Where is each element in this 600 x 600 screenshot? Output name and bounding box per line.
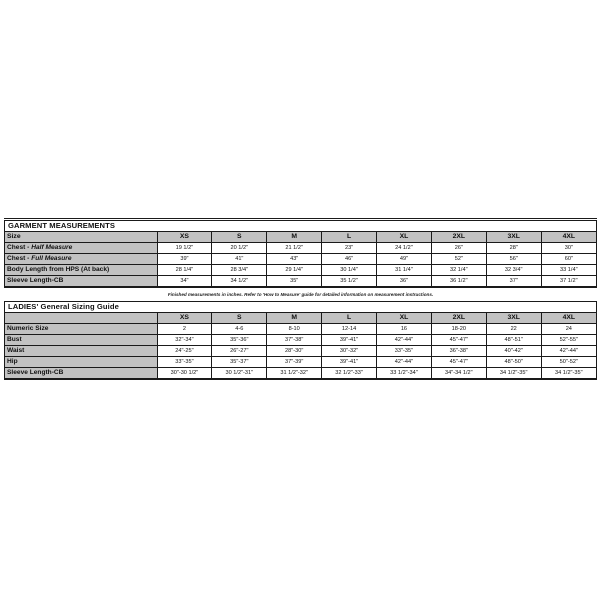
table-cell: 35 1/2" xyxy=(322,276,377,287)
row-label-text: Sleeve Length-CB xyxy=(7,277,64,284)
size-chart xyxy=(4,218,597,380)
table-cell: 20 1/2" xyxy=(212,243,267,254)
table-cell: 35"-37" xyxy=(212,357,267,368)
row-label: Bust xyxy=(5,335,157,346)
table-cell: 42"-44" xyxy=(541,346,596,357)
size-header-cell: 2XL xyxy=(431,232,486,243)
row-label: Sleeve Length-CB xyxy=(5,368,157,379)
ladies-size-header-row xyxy=(5,313,596,324)
table-cell: 41" xyxy=(212,254,267,265)
table-cell: 39" xyxy=(157,254,212,265)
table-cell: 48"-50" xyxy=(486,357,541,368)
table-row xyxy=(5,335,596,346)
size-header-cell: XL xyxy=(377,313,432,324)
size-header-cell: XS xyxy=(157,313,212,324)
table-cell: 18-20 xyxy=(431,324,486,335)
table-cell: 52" xyxy=(431,254,486,265)
row-label xyxy=(5,265,157,276)
table-cell: 28 3/4" xyxy=(212,265,267,276)
row-label-text: Chest - xyxy=(7,255,32,262)
size-header-cell: XL xyxy=(377,232,432,243)
measurement-note: Finished measurements in inches. Refer to 'How to Measure' guide for detailed information on measurement instructions. xyxy=(167,292,434,297)
table-cell: 33 1/2"-34" xyxy=(377,368,432,379)
table-cell: 26"-27" xyxy=(212,346,267,357)
row-label-text: Chest - xyxy=(7,244,32,251)
table-cell: 31 1/2"-32" xyxy=(267,368,322,379)
table-cell: 40"-42" xyxy=(486,346,541,357)
table-cell: 4-6 xyxy=(212,324,267,335)
table-row xyxy=(5,346,596,357)
row-label: Waist xyxy=(5,346,157,357)
table-cell: 32 1/2"-33" xyxy=(322,368,377,379)
size-header-label: Size xyxy=(5,232,157,243)
table-cell: 32"-34" xyxy=(157,335,212,346)
row-label: Hip xyxy=(5,357,157,368)
table-cell: 31 1/4" xyxy=(377,265,432,276)
table-cell: 30"-30 1/2" xyxy=(157,368,212,379)
table-cell: 42"-44" xyxy=(377,357,432,368)
table-cell: 43" xyxy=(267,254,322,265)
table-cell: 2 xyxy=(157,324,212,335)
table-cell: 49" xyxy=(377,254,432,265)
row-label-emphasis: Half Measure xyxy=(31,244,73,251)
table-cell: 21 1/2" xyxy=(267,243,322,254)
table-row xyxy=(5,368,596,379)
row-label: Numeric Size xyxy=(5,324,157,335)
table-cell: 28" xyxy=(486,243,541,254)
size-header-cell: L xyxy=(322,232,377,243)
table-cell: 28 1/4" xyxy=(157,265,212,276)
table-row xyxy=(5,357,596,368)
table-cell: 32 1/4" xyxy=(431,265,486,276)
table-cell: 24"-25" xyxy=(157,346,212,357)
table-cell: 24 xyxy=(541,324,596,335)
table-cell: 36" xyxy=(377,276,432,287)
table-cell: 37 1/2" xyxy=(541,276,596,287)
table-cell: 34"-34 1/2" xyxy=(431,368,486,379)
size-header-cell: S xyxy=(212,313,267,324)
table-cell: 34" xyxy=(157,276,212,287)
table-cell: 33"-35" xyxy=(157,357,212,368)
table-cell: 39"-41" xyxy=(322,357,377,368)
ladies-sizing-title: LADIES' General Sizing Guide xyxy=(5,302,596,313)
table-cell: 24 1/2" xyxy=(377,243,432,254)
ladies-header-label xyxy=(5,313,157,324)
size-header-cell: S xyxy=(212,232,267,243)
table-cell: 34 1/2"-35" xyxy=(541,368,596,379)
table-cell: 33 1/4" xyxy=(541,265,596,276)
row-label xyxy=(5,254,157,265)
table-cell: 36"-38" xyxy=(431,346,486,357)
table-cell: 22 xyxy=(486,324,541,335)
table-cell: 34 1/2"-35" xyxy=(486,368,541,379)
row-label xyxy=(5,276,157,287)
table-cell: 60" xyxy=(541,254,596,265)
table-cell: 45"-47" xyxy=(431,357,486,368)
table-cell: 35"-36" xyxy=(212,335,267,346)
table-cell: 50"-52" xyxy=(541,357,596,368)
garment-measurements-table xyxy=(5,232,596,286)
table-cell: 12-14 xyxy=(322,324,377,335)
table-cell: 30 1/2"-31" xyxy=(212,368,267,379)
table-cell: 19 1/2" xyxy=(157,243,212,254)
table-row xyxy=(5,243,596,254)
table-cell: 34 1/2" xyxy=(212,276,267,287)
table-cell: 37" xyxy=(486,276,541,287)
table-cell: 30" xyxy=(541,243,596,254)
size-header-cell: XS xyxy=(157,232,212,243)
table-cell: 48"-51" xyxy=(486,335,541,346)
row-label-emphasis: Full Measure xyxy=(31,255,72,262)
size-header-cell: 2XL xyxy=(431,313,486,324)
table-cell: 16 xyxy=(377,324,432,335)
size-header-cell: 3XL xyxy=(486,313,541,324)
table-cell: 52"-55" xyxy=(541,335,596,346)
table-cell: 46" xyxy=(322,254,377,265)
table-cell: 30"-32" xyxy=(322,346,377,357)
size-header-row xyxy=(5,232,596,243)
table-cell: 45"-47" xyxy=(431,335,486,346)
table-cell: 35" xyxy=(267,276,322,287)
size-header-cell: L xyxy=(322,313,377,324)
size-header-cell: M xyxy=(267,313,322,324)
table-row xyxy=(5,265,596,276)
ladies-sizing-table xyxy=(5,313,596,378)
table-cell: 37"-39" xyxy=(267,357,322,368)
table-row xyxy=(5,254,596,265)
garment-measurements-title: GARMENT MEASUREMENTS xyxy=(5,221,596,232)
top-rule xyxy=(4,218,597,219)
table-cell: 42"-44" xyxy=(377,335,432,346)
size-header-cell: 4XL xyxy=(541,313,596,324)
row-label-text: Body Length from HPS (At back) xyxy=(7,266,110,273)
table-cell: 36 1/2" xyxy=(431,276,486,287)
size-header-cell: M xyxy=(267,232,322,243)
table-cell: 32 3/4" xyxy=(486,265,541,276)
garment-measurements-section xyxy=(4,220,597,288)
size-header-cell: 4XL xyxy=(541,232,596,243)
table-cell: 8-10 xyxy=(267,324,322,335)
table-cell: 29 1/4" xyxy=(267,265,322,276)
row-label xyxy=(5,243,157,254)
table-cell: 28"-30" xyxy=(267,346,322,357)
table-cell: 39"-41" xyxy=(322,335,377,346)
table-row xyxy=(5,276,596,287)
ladies-sizing-section xyxy=(4,301,597,380)
table-cell: 33"-35" xyxy=(377,346,432,357)
table-row xyxy=(5,324,596,335)
table-cell: 26" xyxy=(431,243,486,254)
table-cell: 30 1/4" xyxy=(322,265,377,276)
table-cell: 37"-38" xyxy=(267,335,322,346)
table-cell: 56" xyxy=(486,254,541,265)
table-cell: 23" xyxy=(322,243,377,254)
size-header-cell: 3XL xyxy=(486,232,541,243)
